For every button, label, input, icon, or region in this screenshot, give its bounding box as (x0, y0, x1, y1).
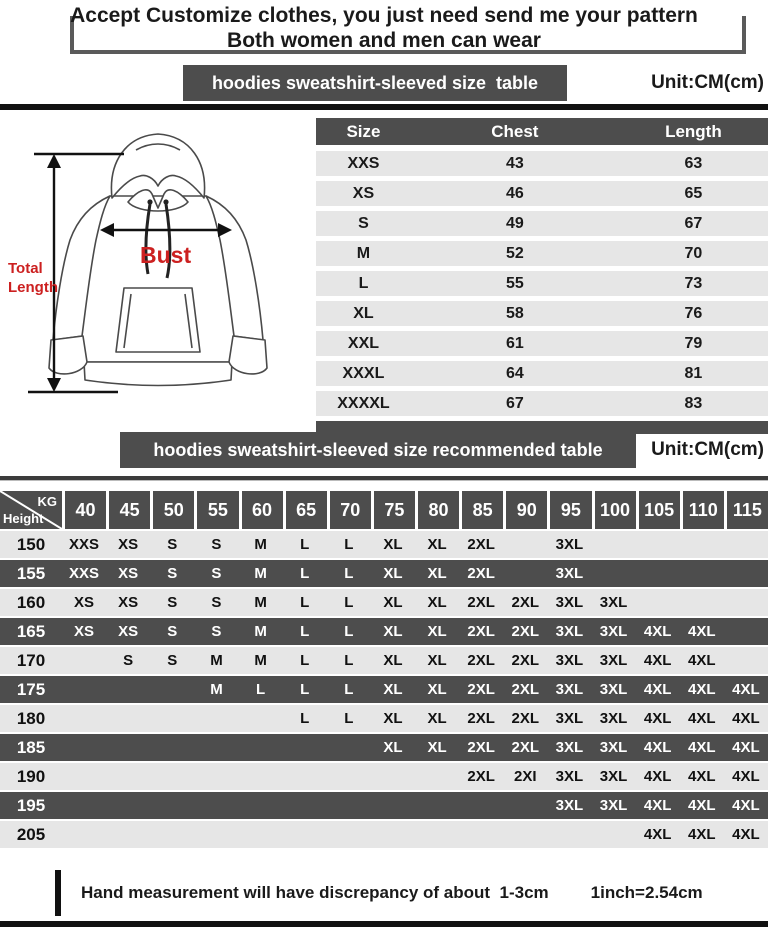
recommended-table-rows (0, 531, 768, 848)
size-table-cell: XXL (347, 335, 380, 352)
banner (0, 0, 768, 58)
recommended-table (0, 491, 768, 848)
footer-conversion: 1inch=2.54cm (590, 883, 703, 902)
size-recommendation-cell: L (300, 710, 310, 727)
size-recommendation-cell: 3XL (599, 681, 628, 698)
size-recommendation-cell (239, 705, 283, 732)
size-table-row (316, 211, 768, 236)
size-recommendation-cell: L (255, 681, 266, 698)
size-table-cell: 67 (684, 215, 703, 232)
size-recommendation-cell: L (300, 565, 310, 582)
size-recommendation-cell: 4XL (688, 768, 716, 785)
recommended-table-row (0, 821, 768, 848)
divider-thick-rule (0, 476, 768, 481)
size-recommendation-cell (503, 821, 547, 848)
size-table-cell: 43 (505, 155, 524, 172)
size-recommendation-cell: S (211, 623, 222, 640)
recommended-table-row (0, 647, 768, 674)
size-recommendation-cell: S (167, 536, 178, 553)
size-recommendation-cell (283, 763, 327, 790)
size-recommendation-cell: 2XL (467, 768, 495, 785)
recommended-table-row (0, 531, 768, 558)
weight-header-cell: 90 (506, 491, 547, 529)
total-length-label-2: Length (8, 279, 58, 296)
size-table-cell: 46 (505, 185, 524, 202)
size-table-cell: 63 (684, 155, 703, 172)
size-recommendation-cell (150, 792, 194, 819)
weight-header-cell: 45 (109, 491, 150, 529)
size-recommendation-cell: 2XL (511, 681, 540, 698)
size-recommendation-cell: XL (383, 710, 403, 727)
banner-line1: Accept Customize clothes, you just need send me your pattern (70, 4, 698, 27)
weight-header-cell: 50 (153, 491, 194, 529)
size-recommendation-cell: XL (383, 739, 403, 756)
size-recommendation-cell (283, 792, 327, 819)
size-table-cell: 55 (505, 275, 524, 292)
measurement-content (0, 110, 768, 418)
size-recommendation-cell: 3XL (599, 797, 628, 814)
weight-header-cell: 70 (330, 491, 371, 529)
size-recommendation-cell: M (254, 565, 267, 582)
size-recommendation-cell (194, 734, 238, 761)
size-recommendation-cell (459, 792, 503, 819)
size-recommendation-cell (724, 647, 768, 674)
size-table-row (316, 361, 768, 386)
size-recommendation-cell: 3XL (599, 739, 628, 756)
size-recommendation-cell: 4XL (688, 623, 716, 640)
size-recommendation-cell (239, 792, 283, 819)
height-cell: 195 (16, 796, 46, 815)
size-recommendation-cell: 2XL (467, 652, 495, 669)
size-recommendation-cell: XL (427, 594, 447, 611)
size-recommendation-cell (150, 821, 194, 848)
size-table-cell: 76 (684, 305, 703, 322)
weight-header-cell: 55 (197, 491, 238, 529)
size-table-row (316, 331, 768, 356)
size-recommendation-cell: S (167, 565, 178, 582)
size-recommendation-cell (62, 734, 106, 761)
size-recommendation-cell: XS (74, 594, 95, 611)
size-recommendation-cell: 2XL (467, 623, 495, 640)
size-recommendation-cell: XS (74, 623, 95, 640)
size-recommendation-cell (415, 792, 459, 819)
size-recommendation-cell: XL (427, 739, 447, 756)
size-recommendation-cell (194, 821, 238, 848)
size-table-row (316, 241, 768, 266)
size-table-cell: XS (352, 185, 375, 202)
size-recommendation-cell: 4XL (688, 710, 716, 727)
size-recommendation-cell: 4XL (688, 797, 716, 814)
size-recommendation-cell: XS (118, 594, 139, 611)
size-recommendation-cell: 2XL (467, 739, 495, 756)
weight-header-cell: 75 (374, 491, 415, 529)
size-table-cell: XXXL (342, 365, 385, 382)
weight-header-cell: 60 (242, 491, 283, 529)
size-recommendation-cell: L (300, 681, 310, 698)
corner-kg-label: KG (37, 494, 57, 509)
size-recommendation-cell: 3XL (599, 710, 628, 727)
recommended-table-row (0, 560, 768, 587)
size-recommendation-cell: 4XL (732, 710, 760, 727)
size-recommendation-cell: 2XL (511, 739, 540, 756)
size-table-row (316, 271, 768, 296)
size-recommendation-cell: L (300, 594, 310, 611)
recommended-table-row (0, 792, 768, 819)
size-recommendation-cell: L (300, 536, 310, 553)
size-recommendation-cell: S (211, 536, 222, 553)
size-recommendation-cell (239, 763, 283, 790)
size-recommendation-cell (680, 589, 724, 616)
size-recommendation-cell: S (167, 652, 178, 669)
size-recommendation-cell (62, 792, 106, 819)
size-recommendation-cell: 3XL (599, 768, 628, 785)
height-cell: 175 (16, 680, 46, 699)
size-recommendation-cell: 4XL (643, 623, 672, 640)
size-recommendation-cell (459, 821, 503, 848)
size-table-cell: 81 (684, 365, 703, 382)
size-recommendation-cell (150, 676, 194, 703)
size-recommendation-cell: 4XL (643, 739, 672, 756)
recommended-table-row (0, 705, 768, 732)
size-recommendation-cell (150, 763, 194, 790)
size-table-col-chest: Chest (491, 122, 539, 141)
size-recommendation-cell (680, 560, 724, 587)
size-recommendation-cell: 3XL (599, 623, 628, 640)
size-recommendation-cell: 2XL (467, 594, 495, 611)
height-cell: 180 (16, 709, 46, 728)
size-table-cell: 61 (505, 335, 524, 352)
size-recommendation-cell (547, 821, 591, 848)
size-table-cell: 79 (684, 335, 703, 352)
size-recommendation-cell (106, 676, 150, 703)
weight-header-cell: 110 (683, 491, 724, 529)
size-recommendation-cell: XL (383, 623, 403, 640)
total-length-label-1: Total (8, 260, 43, 277)
size-recommendation-cell: XS (118, 565, 139, 582)
size-recommendation-cell: XL (383, 681, 403, 698)
size-recommendation-cell: M (254, 594, 267, 611)
size-recommendation-cell: L (344, 594, 354, 611)
size-recommendation-cell: S (167, 594, 178, 611)
size-recommendation-cell: 2XL (511, 623, 540, 640)
height-cell: 150 (16, 535, 46, 554)
size-recommendation-cell: M (254, 536, 267, 553)
recommended-table-row (0, 676, 768, 703)
size-recommendation-cell: XS (118, 536, 139, 553)
size-recommendation-cell (283, 821, 327, 848)
banner-text (0, 3, 768, 53)
size-recommendation-cell: XL (427, 623, 447, 640)
size-recommendation-cell: L (344, 681, 354, 698)
size-recommendation-cell (239, 734, 283, 761)
size-recommendation-cell (194, 792, 238, 819)
size-recommendation-cell (106, 763, 150, 790)
size-recommendation-cell (62, 763, 106, 790)
recommended-table-row (0, 589, 768, 616)
size-table-cell: M (356, 245, 371, 262)
size-recommendation-cell: XL (427, 652, 447, 669)
size-recommendation-cell: 2XL (467, 710, 495, 727)
size-section-header (0, 63, 768, 103)
size-recommendation-cell (724, 531, 768, 558)
size-recommendation-cell: 4XL (643, 681, 672, 698)
height-cell: 160 (16, 593, 46, 612)
size-table-cell: 58 (505, 305, 524, 322)
weight-header-cell: 65 (286, 491, 327, 529)
size-recommendation-cell (150, 734, 194, 761)
size-recommendation-cell: XL (383, 594, 403, 611)
size-recommendation-cell (283, 734, 327, 761)
size-recommendation-cell: XL (383, 652, 403, 669)
size-table-row (316, 391, 768, 416)
size-recommendation-cell (636, 560, 680, 587)
size-table-cell: L (358, 275, 369, 292)
size-recommendation-cell: M (254, 623, 267, 640)
size-recommendation-cell (327, 763, 371, 790)
corner-height-label: Height (3, 511, 44, 526)
recommended-section-unit: Unit:CM(cm) (651, 439, 764, 460)
size-table-cell: S (358, 215, 369, 232)
size-recommendation-cell: 4XL (643, 826, 672, 843)
size-recommendation-cell: 4XL (643, 797, 672, 814)
size-recommendation-cell: 3XL (555, 536, 584, 553)
size-recommendation-cell (680, 531, 724, 558)
size-table-header (316, 118, 768, 145)
size-recommendation-cell: L (344, 710, 354, 727)
size-recommendation-cell: 3XL (555, 623, 584, 640)
size-recommendation-cell: 4XL (732, 797, 760, 814)
size-recommendation-cell: S (211, 565, 222, 582)
size-table-rows (316, 151, 768, 416)
height-cell: 155 (16, 564, 46, 583)
hoodie-drawing (0, 110, 312, 416)
grommet-right (163, 199, 168, 204)
size-recommendation-cell: 4XL (643, 768, 672, 785)
banner-line2: Both women and men can wear (227, 29, 541, 52)
size-recommendation-cell (415, 763, 459, 790)
weight-header-cell: 105 (639, 491, 680, 529)
size-table-row (316, 301, 768, 326)
size-recommendation-cell (592, 560, 636, 587)
size-table-cell: XXXXL (337, 395, 390, 412)
size-section-title-bar: hoodies sweatshirt-sleeved size table (183, 65, 567, 101)
size-recommendation-cell: 2XL (511, 710, 540, 727)
size-recommendation-cell: M (210, 681, 223, 698)
size-table-cell: 49 (505, 215, 524, 232)
size-recommendation-cell: 3XL (555, 565, 584, 582)
size-recommendation-cell: 4XL (732, 768, 760, 785)
size-recommendation-cell: L (344, 536, 354, 553)
size-recommendation-cell (239, 821, 283, 848)
size-recommendation-cell: L (344, 652, 354, 669)
bust-label: Bust (140, 242, 192, 268)
size-recommendation-cell: 3XL (599, 652, 628, 669)
size-recommendation-cell (106, 821, 150, 848)
size-table-col-length: Length (665, 122, 722, 141)
size-recommendation-cell: 4XL (688, 826, 716, 843)
weight-header-cell: 85 (462, 491, 503, 529)
size-recommendation-cell: XL (427, 536, 447, 553)
weight-header-cell: 40 (65, 491, 106, 529)
size-recommendation-cell: S (211, 594, 222, 611)
size-recommendation-cell: L (300, 623, 310, 640)
size-recommendation-cell (62, 676, 106, 703)
size-recommendation-cell (592, 821, 636, 848)
size-recommendation-cell: XL (383, 565, 403, 582)
weight-header-cell: 80 (418, 491, 459, 529)
size-recommendation-cell: 4XL (643, 652, 672, 669)
hoodie-hem (84, 362, 232, 386)
size-recommendation-cell (724, 589, 768, 616)
size-recommendation-cell: XXS (69, 536, 100, 553)
height-cell: 185 (16, 738, 46, 757)
size-recommendation-cell: 3XL (555, 652, 584, 669)
size-recommendation-cell (150, 705, 194, 732)
size-recommendation-cell: L (300, 652, 310, 669)
size-recommendation-cell (194, 763, 238, 790)
size-recommendation-cell (592, 531, 636, 558)
hoodie-right-cuff (229, 336, 267, 374)
size-recommendation-cell: XL (383, 536, 403, 553)
size-recommendation-cell: S (123, 652, 134, 669)
size-recommendation-cell: M (210, 652, 223, 669)
weight-header-cell: 115 (727, 491, 768, 529)
recommended-table-header (0, 491, 768, 529)
recommended-table-row (0, 763, 768, 790)
size-table-cell: 70 (684, 245, 703, 262)
size-recommendation-cell: 2XI (514, 768, 537, 785)
footer-note: Hand measurement will have discrepancy of about 1-3cm (81, 883, 549, 902)
height-cell: 205 (16, 825, 46, 844)
size-recommendation-cell: 4XL (732, 739, 760, 756)
size-recommendation-cell: XL (427, 681, 447, 698)
recommended-table-row (0, 734, 768, 761)
footer-note-row (0, 870, 768, 916)
recommended-section-header (0, 430, 768, 470)
size-recommendation-cell (106, 705, 150, 732)
height-cell: 190 (16, 767, 46, 786)
size-recommendation-cell (724, 560, 768, 587)
size-recommendation-cell (106, 734, 150, 761)
size-recommendation-cell: XS (118, 623, 139, 640)
size-recommendation-cell: 4XL (732, 681, 760, 698)
size-recommendation-cell (371, 792, 415, 819)
recommended-table-row (0, 618, 768, 645)
size-recommendation-cell (62, 647, 106, 674)
size-recommendation-cell: L (344, 623, 354, 640)
size-recommendation-cell (106, 792, 150, 819)
size-recommendation-cell: 4XL (688, 681, 716, 698)
bottom-rule (0, 921, 768, 927)
size-table-cell: 65 (684, 185, 703, 202)
size-recommendation-cell (327, 821, 371, 848)
size-recommendation-cell (724, 618, 768, 645)
size-recommendation-cell: 2XL (467, 536, 495, 553)
size-recommendation-cell: XXS (69, 565, 100, 582)
size-recommendation-cell (503, 560, 547, 587)
size-recommendation-cell: 2XL (467, 681, 495, 698)
size-table-cell: XL (353, 305, 374, 322)
size-recommendation-cell (62, 705, 106, 732)
size-recommendation-cell: L (344, 565, 354, 582)
size-recommendation-cell (327, 734, 371, 761)
size-recommendation-cell: S (167, 623, 178, 640)
footer-accent-bar (55, 870, 61, 916)
size-recommendation-cell: 2XL (511, 652, 540, 669)
hoodie-pocket (116, 288, 200, 352)
hoodie-measurement-diagram (0, 110, 312, 418)
size-recommendation-cell: 2XL (511, 594, 540, 611)
size-recommendation-cell: 3XL (555, 681, 584, 698)
size-table-cell: 64 (505, 365, 524, 382)
height-cell: 165 (16, 622, 46, 641)
height-cell: 170 (16, 651, 46, 670)
size-recommendation-cell (636, 531, 680, 558)
size-recommendation-cell: M (254, 652, 267, 669)
size-recommendation-cell: XL (427, 565, 447, 582)
size-table-row (316, 151, 768, 176)
size-recommendation-cell (327, 792, 371, 819)
size-recommendation-cell: XL (427, 710, 447, 727)
size-recommendation-cell: 3XL (599, 594, 628, 611)
weight-header-cell: 100 (595, 491, 636, 529)
size-recommendation-cell (503, 792, 547, 819)
size-recommendation-cell (194, 705, 238, 732)
size-recommendation-cell: 3XL (555, 739, 584, 756)
size-recommendation-cell (371, 821, 415, 848)
size-table-cell: 67 (505, 395, 524, 412)
size-table-col-size: Size (346, 122, 381, 141)
size-recommendation-cell: 3XL (555, 797, 584, 814)
size-recommendation-cell: 4XL (732, 826, 760, 843)
corner-cell (0, 491, 62, 529)
size-recommendation-cell: 4XL (643, 710, 672, 727)
size-recommendation-cell (503, 531, 547, 558)
size-recommendation-cell: 3XL (555, 594, 584, 611)
size-recommendation-cell (636, 589, 680, 616)
size-table-cell: 83 (684, 395, 703, 412)
size-recommendation-cell (415, 821, 459, 848)
size-table-row (316, 181, 768, 206)
size-table (316, 118, 768, 418)
size-section-unit: Unit:CM(cm) (651, 72, 764, 93)
size-recommendation-cell: 4XL (688, 739, 716, 756)
size-recommendation-cell: 3XL (555, 768, 584, 785)
size-recommendation-cell: 2XL (467, 565, 495, 582)
size-recommendation-cell (62, 821, 106, 848)
size-recommendation-cell: 3XL (555, 710, 584, 727)
grommet-left (147, 199, 152, 204)
size-table-cell: 73 (684, 275, 703, 292)
size-recommendation-cell: 4XL (688, 652, 716, 669)
weight-header-cell: 95 (550, 491, 591, 529)
size-table-cell: XXS (347, 155, 380, 172)
size-recommendation-cell (371, 763, 415, 790)
size-table-cell: 52 (505, 245, 524, 262)
recommended-section-title-bar: hoodies sweatshirt-sleeved size recommended table (120, 432, 636, 468)
